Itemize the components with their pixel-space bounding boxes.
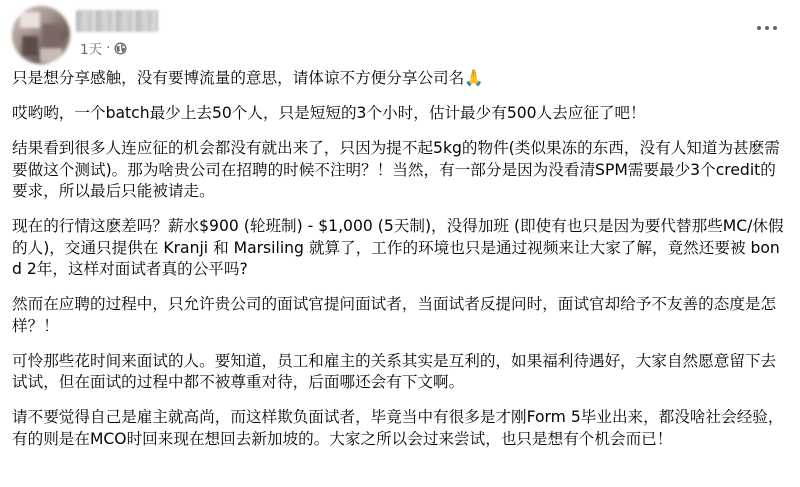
more-dot — [757, 26, 761, 30]
post-paragraph: 现在的行情这麽差吗？薪水$900 (轮班制) - $1,000 (5天制)，没得加班 (即使有也只是因为要代替那些MC/休假的人)，交通只提供在 Kranji 和 Marsiling 就算了，工作的环境也只是通过视频来让大家了解，竟然还要被 bond 2年，这样对面试者真的公平吗? — [12, 217, 784, 278]
globe-icon[interactable] — [114, 42, 127, 55]
post-body — [12, 68, 788, 464]
more-options-icon[interactable] — [752, 18, 782, 38]
post-paragraph: 然而在应聘的过程中，只允许贵公司的面试官提问面试者，当面试者反提问时，面试官却给予不友善的态度是怎样？！ — [12, 295, 777, 335]
post-meta — [80, 39, 127, 57]
post-paragraph: 可怜那些花时间来面试的人。要知道，员工和雇主的关系其实是互利的，如果福利待遇好，大家自然愿意留下去试试，但在面试的过程中都不被尊重对待，后面哪还会有下文啊。 — [12, 351, 777, 391]
more-dot — [773, 26, 777, 30]
more-dot — [765, 26, 769, 30]
post-timestamp[interactable]: 1天 — [80, 42, 103, 58]
author-name-redacted[interactable] — [76, 10, 158, 32]
post-paragraph: 结果看到很多人连应征的机会都没有就出来了，只因为提不起5kg的物件(类似果冻的东西，没有人知道为甚麽需要做这个测试)。那为啥贵公司在招聘的时候不注明？！当然，有一部分是因为没看清SPM需要最少3个credit的要求，所以最后只能被请走。 — [12, 139, 780, 200]
meta-separator: · — [106, 40, 111, 56]
post-paragraph: 请不要觉得自己是雇主就高尚，而这样欺负面试者，毕竟当中有很多是才刚Form 5毕业出来，都没啥社会经验，有的则是在MCO时回来现在想回去新加坡的。大家之所以会过来尝试，也只是想有个机会而已！ — [12, 408, 784, 448]
post-paragraph: 哎哟哟，一个batch最少上去50个人，只是短短的3个小时，估计最少有500人去应征了吧！ — [12, 104, 646, 122]
post-header — [8, 4, 792, 66]
post-paragraph: 只是想分享感触，没有要博流量的意思，请体谅不方便分享公司名🙏 — [12, 69, 484, 87]
avatar[interactable] — [12, 6, 70, 64]
